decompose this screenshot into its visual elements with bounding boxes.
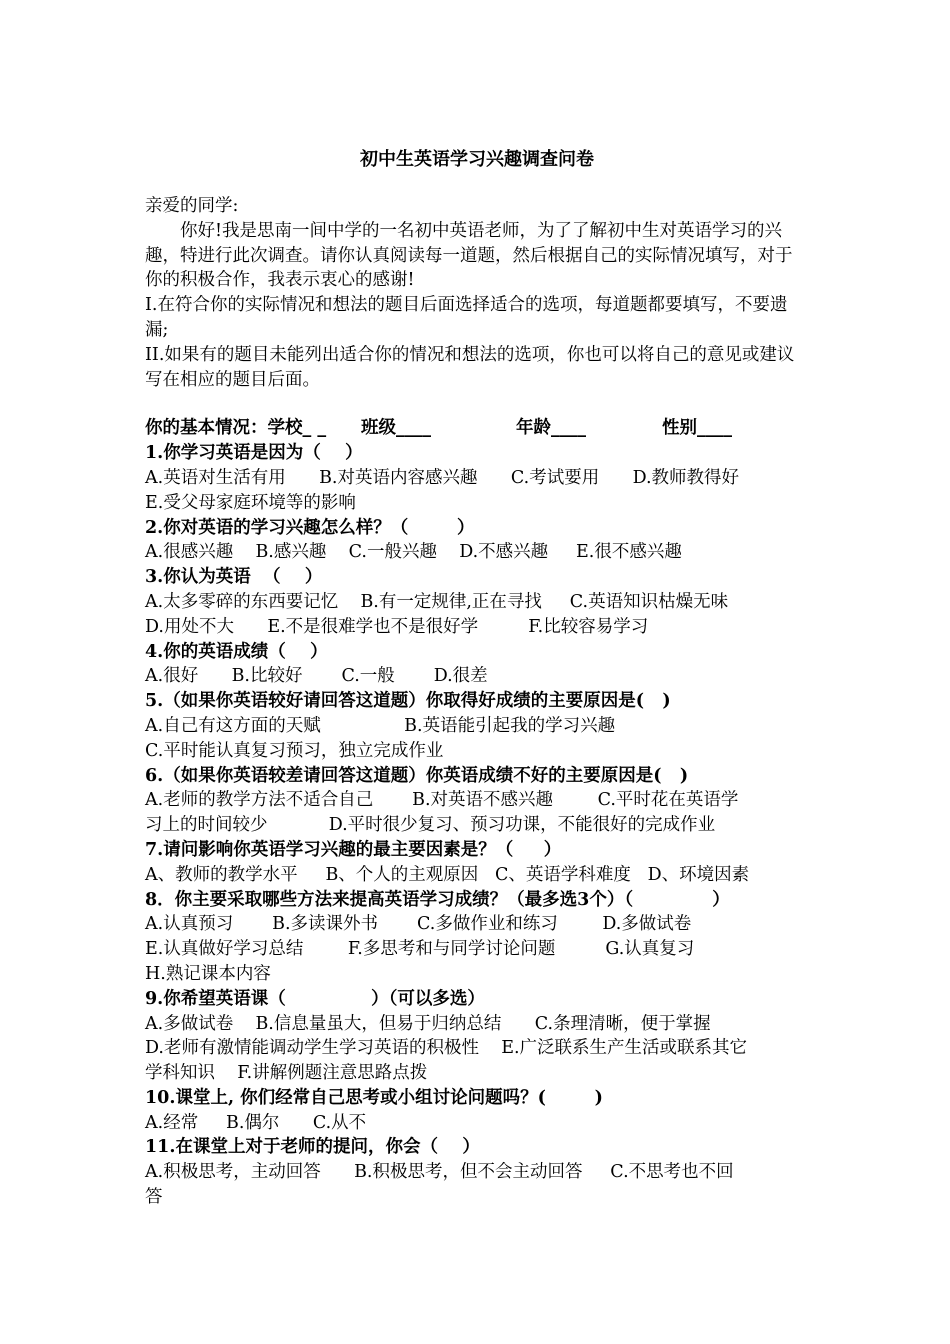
answer-options-line[interactable]: A.很好 B.比较好 C.一般 D.很差 [145,666,488,687]
answer-options-line[interactable]: A.自己有这方面的天赋 B.英语能引起我的学习兴趣 [145,715,616,736]
question-text: 4.你的英语成绩（ ） [145,641,328,662]
answer-options-line[interactable]: E.受父母家庭环境等的影响 [145,492,356,513]
question-text: 2.你对英语的学习兴趣怎么样？（ ） [145,517,475,538]
question-block [145,565,809,639]
question-text: 8．你主要采取哪些方法来提高英语学习成绩？（最多选3个）（ ） [145,889,730,910]
question-block [145,888,809,987]
answer-options-line[interactable]: A.很感兴趣 B.感兴趣 C.一般兴趣 D.不感兴趣 E.很不感兴趣 [145,542,682,563]
answer-options-line[interactable]: A.积极思考，主动回答 B.积极思考，但不会主动回答 C.不思考也不回 [145,1162,734,1183]
basic-info-school: 你的基本情况：学校_ _ [145,418,327,439]
questionnaire-page [145,146,809,1210]
basic-info-row [145,416,809,441]
question-block [145,838,809,888]
answer-options-line[interactable]: D.用处不大 E.不是很难学也不是很好学 F.比较容易学习 [145,616,649,637]
question-block [145,441,809,515]
question-block [145,764,809,838]
answer-options-line[interactable]: A.认真预习 B.多读课外书 C.多做作业和练习 D.多做试卷 [145,914,692,935]
instruction-2: II.如果有的题目未能列出适合你的情况和想法的选项，你也可以将自己的意见或建议写在相应的题目后面。 [145,344,795,390]
question-text: 3.你认为英语 （ ） [145,567,323,588]
question-text: 11.在课堂上对于老师的提问，你会（ ） [145,1137,480,1158]
question-block [145,640,809,690]
basic-info-gender: 性别____ [662,418,732,439]
answer-options-line[interactable]: A.太多零碎的东西要记忆 B.有一定规律,正在寻找 C.英语知识枯燥无味 [145,591,729,612]
answer-options-line[interactable]: 习上的时间较少 D.平时很少复习、预习功课，不能很好的完成作业 [145,815,716,836]
answer-options-line[interactable]: E.认真做好学习总结 F.多思考和与同学讨论问题 G.认真复习 [145,939,695,960]
answer-options-line[interactable]: A、教师的教学水平 B、个人的主观原因 C、英语学科难度 D、环境因素 [145,864,750,885]
question-text: 10.课堂上, 你们经常自己思考或小组讨论问题吗？( ) [145,1087,603,1108]
answer-options-line[interactable]: A.英语对生活有用 B.对英语内容感兴趣 C.考试要用 D.教师教得好 [145,467,740,488]
question-list [145,441,809,1210]
question-block [145,1086,809,1136]
basic-info-age: 年龄____ [516,418,586,439]
question-text: 1.你学习英语是因为（ ） [145,443,363,464]
question-block [145,516,809,566]
question-text: 6.（如果你英语较差请回答这道题）你英语成绩不好的主要原因是( ) [145,765,689,786]
intro-paragraph: 你好!我是思南一间中学的一名初中英语老师，为了了解初中生对英语学习的兴趣，特进行此次调查。请你认真阅读每一道题，然后根据自己的实际情况填写，对于你的积极合作，我表示衷心的感谢! [145,220,793,291]
answer-options-line[interactable]: A.老师的教学方法不适合自己 B.对英语不感兴趣 C.平时花在英语学 [145,790,739,811]
question-block [145,689,809,763]
instruction-1: I.在符合你的实际情况和想法的题目后面选择适合的选项，每道题都要填写，不要遗漏; [145,295,788,340]
answer-options-line[interactable]: 答 [145,1187,163,1208]
basic-info-class: 班级____ [361,418,431,439]
question-text: 7.请问影响你英语学习兴趣的最主要因素是？（ ） [145,839,562,860]
answer-options-line[interactable]: 学科知识 F.讲解例题注意思路点拨 [145,1063,428,1084]
question-text: 5.（如果你英语较好请回答这道题）你取得好成绩的主要原因是( ) [145,691,671,712]
answer-options-line[interactable]: A.多做试卷 B.信息量虽大，但易于归纳总结 C.条理清晰，便于掌握 [145,1013,711,1034]
question-text: 9.你希望英语课（ ）（可以多选） [145,988,485,1009]
spacer [145,392,809,416]
answer-options-line[interactable]: D.老师有激情能调动学生学习英语的积极性 E.广泛联系生产生活或联系其它 [145,1038,748,1059]
question-block [145,987,809,1086]
greeting: 亲爱的同学: [145,196,239,216]
answer-options-line[interactable]: C.平时能认真复习预习，独立完成作业 [145,740,444,761]
page-title: 初中生英语学习兴趣调查问卷 [360,149,594,170]
answer-options-line[interactable]: H.熟记课本内容 [145,963,271,984]
question-block [145,1135,809,1209]
answer-options-line[interactable]: A.经常 B.偶尔 C.从不 [145,1112,367,1133]
